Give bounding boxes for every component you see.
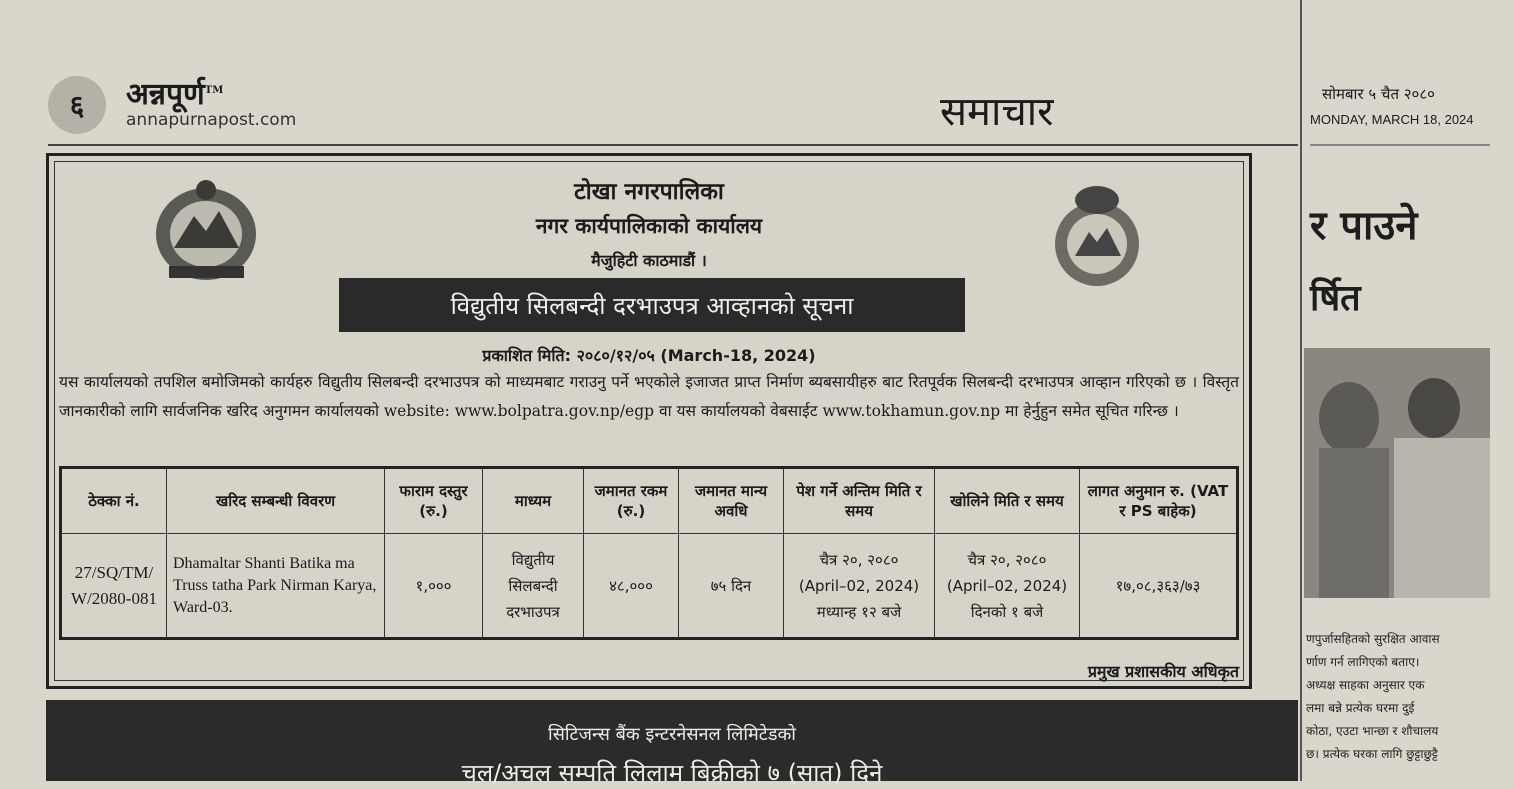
- right-text-line: लमा बन्ने प्रत्येक घरमा दुई: [1306, 701, 1415, 715]
- header-description: खरिद सम्बन्धी विवरण: [167, 468, 385, 534]
- right-article-text: [1306, 628, 1492, 766]
- header-contract-no: ठेक्का नं.: [61, 468, 167, 534]
- published-date: प्रकाशित मिति: २०८०/१२/०५ (March-18, 2024): [482, 346, 816, 365]
- brand-name: अन्नपूर्ण: [126, 77, 205, 112]
- notice-body: यस कार्यालयको तपशिल बमोजिमको कार्यहरु विद्युतीय सिलबन्दी दरभाउपत्र को माध्यमबाट गराउनु पर्ने भएकोले इजाजत प्राप्त निर्माण ब्यबसायीहरु बाट रितपूर्वक सिलबन्दी दरभाउपत्र आव्हान गरिएको छ । विस्तृत जानकारीको लागि सार्वजनिक खरिद अनुगमन कार्यालयको website: www.bolpatra.gov.np/egp वा यस कार्यालयको वेबसाईट www.tokhamun.gov.np मा हेर्नुहुन समेत सूचित गरिन्छ ।: [59, 373, 1239, 420]
- right-text-line: णपुर्जासहितको सुरक्षित आवास: [1306, 632, 1440, 646]
- brand-logo: [126, 72, 223, 113]
- office-name: नगर कार्यपालिकाको कार्यालय: [535, 214, 763, 238]
- submission-date-en: (April–02, 2024): [798, 576, 920, 595]
- cell-opening: [935, 534, 1080, 639]
- cell-cost-estimate: १७,०८,३६३/७३: [1080, 534, 1238, 639]
- table-row: [61, 534, 1238, 639]
- org-name: टोखा नगरपालिका: [574, 179, 724, 205]
- notice-banner: विद्युतीय सिलबन्दी दरभाउपत्र आव्हानको सूचना: [339, 278, 965, 332]
- cell-contract-no: 27/SQ/TM/ W/2080-081: [61, 534, 167, 639]
- ad-line-1: सिटिजन्स बैंक इन्टरनेसनल लिमिटेडको: [548, 724, 796, 745]
- right-headline-1: र पाउने: [1310, 203, 1418, 249]
- column-divider: [1300, 0, 1302, 781]
- right-headline-2: र्षित: [1310, 278, 1361, 319]
- header-validity: जमानत मान्य अवधि: [679, 468, 784, 534]
- header-rule: [48, 144, 1298, 146]
- section-title: समाचार: [940, 89, 1054, 135]
- tender-table: [59, 466, 1239, 640]
- date-nepali: सोमबार ५ चैत २०८०: [1322, 85, 1435, 103]
- right-text-line: अध्यक्ष साहका अनुसार एक: [1306, 678, 1425, 692]
- cell-validity: ७५ दिन: [679, 534, 784, 639]
- opening-date-en: (April–02, 2024): [946, 576, 1068, 595]
- cell-description: Dhamaltar Shanti Batika ma Truss tatha Park Nirman Karya, Ward-03.: [167, 534, 385, 639]
- header-medium: माध्यम: [483, 468, 584, 534]
- cell-bid-security: ४८,०००: [584, 534, 679, 639]
- office-address: मैजुहिटी काठमाडौं ।: [591, 251, 707, 270]
- header-bid-security: जमानत रकम (रु.): [584, 468, 679, 534]
- page-number: ६: [48, 76, 106, 134]
- bank-auction-ad: [46, 700, 1298, 787]
- date-english: MONDAY, MARCH 18, 2024: [1310, 112, 1474, 127]
- signature: प्रमुख प्रशासकीय अधिकृत: [1087, 662, 1239, 681]
- ad-line-2: चल/अचल सम्पति लिलाम बिक्रीको ७ (सात) दिने: [461, 759, 883, 787]
- right-text-line: छ। प्रत्येक घरका लागि छुट्टाछुट्टै: [1306, 747, 1438, 761]
- header-rule-right: [1310, 144, 1490, 146]
- tender-notice: [46, 153, 1252, 689]
- cell-form-fee: १,०००: [385, 534, 483, 639]
- right-text-line: कोठा, एउटा भान्छा र शौचालय: [1306, 724, 1439, 738]
- header-form-fee: फाराम दस्तुर (रु.): [385, 468, 483, 534]
- header-cost-estimate: लागत अनुमान रु. (VAT र PS बाहेक): [1080, 468, 1238, 534]
- right-text-line: र्णाण गर्न लागिएको बताए।: [1306, 655, 1420, 669]
- cell-submission: [784, 534, 935, 639]
- submission-time: मध्यान्ह १२ बजे: [816, 602, 902, 621]
- brand-mark: TM: [204, 85, 224, 96]
- cell-medium: विद्युतीय सिलबन्दी दरभाउपत्र: [483, 534, 584, 639]
- header-submission: पेश गर्ने अन्तिम मिति र समय: [784, 468, 935, 534]
- opening-date: चैत्र २०, २०८०: [967, 550, 1047, 569]
- brand-url: annapurnapost.com: [126, 110, 297, 130]
- submission-date: चैत्र २०, २०८०: [819, 550, 899, 569]
- news-photo: [1304, 348, 1490, 598]
- header-opening: खोलिने मिति र समय: [935, 468, 1080, 534]
- opening-time: दिनको १ बजे: [970, 602, 1044, 621]
- table-header-row: [61, 468, 1238, 534]
